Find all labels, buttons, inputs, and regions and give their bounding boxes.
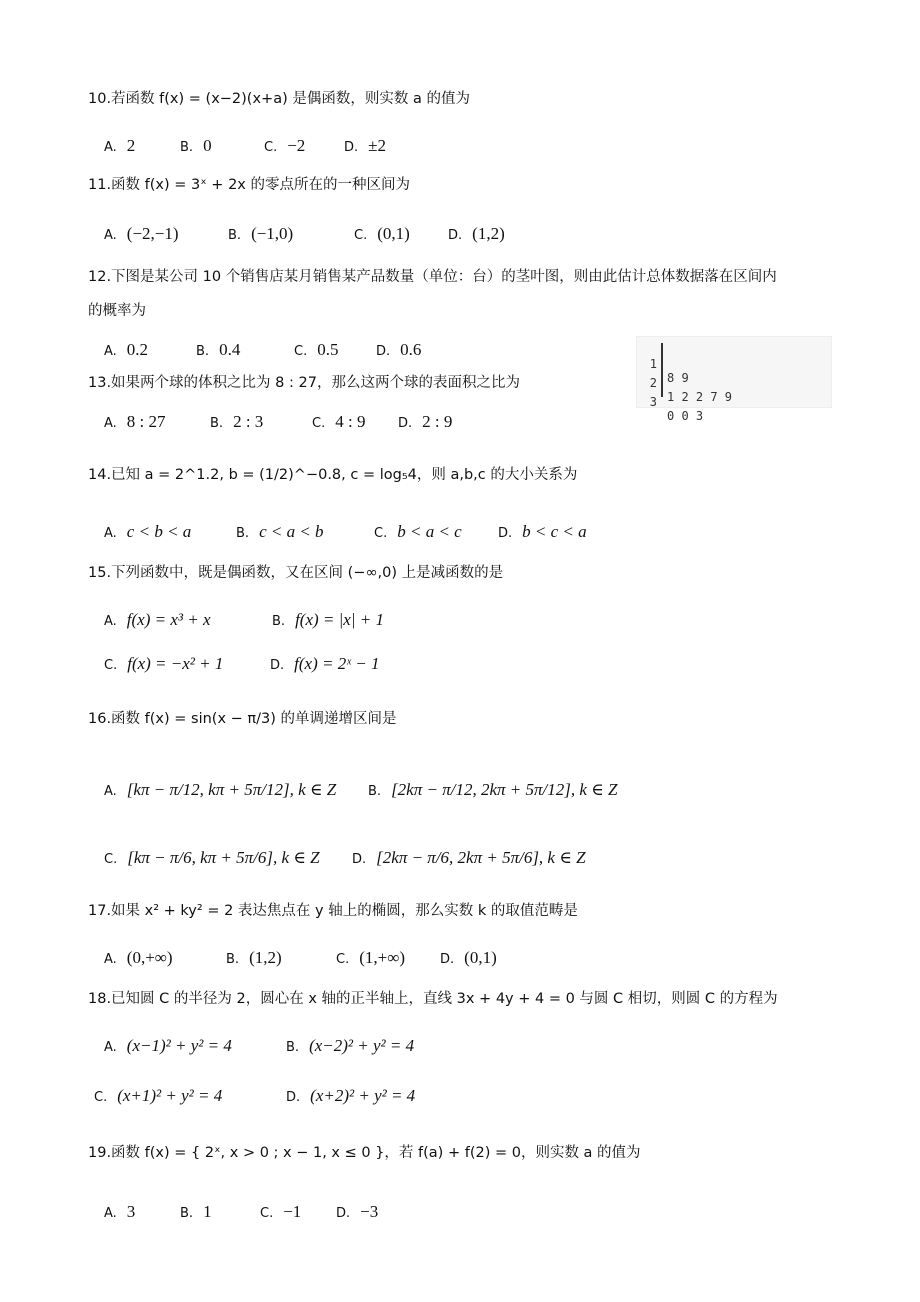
leaves: 1 2 2 7 9 — [667, 390, 733, 404]
option-label: A. — [104, 526, 117, 541]
q15-option-d[interactable] — [270, 654, 380, 674]
option-label: D. — [498, 526, 513, 541]
q16-option-b[interactable] — [368, 780, 617, 800]
option-label: B. — [180, 140, 194, 155]
option-value: (1,2) — [249, 948, 282, 967]
q14-option-b[interactable] — [236, 522, 324, 542]
option-label: A. — [104, 416, 117, 431]
option-label: D. — [448, 228, 463, 243]
option-value: [kπ − π/6, kπ + 5π/6], k ∈ Z — [127, 848, 320, 867]
q18-option-d[interactable] — [286, 1086, 415, 1106]
option-label: C. — [260, 1206, 274, 1221]
option-label: B. — [228, 228, 242, 243]
option-value: [2kπ − π/6, 2kπ + 5π/6], k ∈ Z — [376, 848, 586, 867]
option-label: C. — [264, 140, 278, 155]
question-10-stem: 10.若函数 f(x) = (x−2)(x+a) 是偶函数，则实数 a 的值为 — [88, 91, 470, 107]
option-value: 0.6 — [400, 340, 422, 359]
option-value: [kπ − π/12, kπ + 5π/12], k ∈ Z — [126, 780, 337, 799]
question-12-stem-line1: 12.下图是某公司 10 个销售店某月销售某产品数量（单位：台）的茎叶图，则由此估计总体数据落在区间内 — [88, 269, 777, 285]
option-value: 4 : 9 — [335, 412, 366, 431]
option-value: b < c < a — [522, 522, 587, 541]
stem: 3 — [649, 395, 657, 409]
stem: 1 — [649, 357, 657, 371]
option-label: B. — [272, 614, 286, 629]
q15-option-b[interactable] — [272, 610, 384, 630]
option-value: 0.5 — [317, 340, 339, 359]
q19-option-a[interactable] — [104, 1202, 135, 1222]
option-value: (0,1) — [464, 948, 497, 967]
option-label: B. — [226, 952, 240, 967]
q11-option-d[interactable] — [448, 224, 505, 244]
option-value: −3 — [360, 1202, 379, 1221]
option-label: B. — [286, 1040, 300, 1055]
option-label: B. — [180, 1206, 194, 1221]
option-value: c < a < b — [259, 522, 324, 541]
question-13-stem: 13.如果两个球的体积之比为 8 : 27，那么这两个球的表面积之比为 — [88, 375, 520, 391]
q14-option-c[interactable] — [374, 522, 462, 542]
q16-option-c[interactable] — [104, 848, 320, 868]
option-label: C. — [336, 952, 350, 967]
option-value: 2 — [126, 136, 136, 155]
option-value: −1 — [283, 1202, 302, 1221]
option-label: A. — [104, 344, 117, 359]
q19-option-d[interactable] — [336, 1202, 378, 1222]
option-value: f(x) = |x| + 1 — [295, 610, 384, 629]
q15-option-c[interactable] — [104, 654, 223, 674]
q19-option-b[interactable] — [180, 1202, 212, 1222]
q13-option-c[interactable] — [312, 412, 365, 432]
option-value: (0,1) — [377, 224, 410, 243]
q18-option-c[interactable] — [94, 1086, 222, 1106]
option-value: f(x) = x³ + x — [126, 610, 211, 629]
option-label: C. — [374, 526, 388, 541]
q10-option-d[interactable] — [344, 136, 386, 156]
option-label: A. — [104, 952, 117, 967]
q12-option-b[interactable] — [196, 340, 240, 360]
option-label: A. — [104, 140, 117, 155]
option-value: 3 — [126, 1202, 136, 1221]
q11-option-c[interactable] — [354, 224, 410, 244]
q17-option-b[interactable] — [226, 948, 282, 968]
option-label: B. — [236, 526, 250, 541]
leaves: 0 0 3 — [667, 409, 704, 423]
option-label: D. — [376, 344, 391, 359]
option-value: 0.2 — [126, 340, 149, 359]
q19-option-c[interactable] — [260, 1202, 301, 1222]
option-value: 0 — [203, 136, 212, 155]
q10-option-c[interactable] — [264, 136, 305, 156]
question-15-stem: 15.下列函数中，既是偶函数，又在区间 (−∞,0) 上是减函数的是 — [88, 565, 504, 581]
option-label: A. — [104, 614, 117, 629]
q14-option-d[interactable] — [498, 522, 587, 542]
q10-option-a[interactable] — [104, 136, 135, 156]
option-value: (−1,0) — [251, 224, 294, 243]
q13-option-a[interactable] — [104, 412, 166, 432]
q12-option-c[interactable] — [294, 340, 338, 360]
option-label: B. — [368, 784, 382, 799]
option-value: 1 — [203, 1202, 212, 1221]
option-value: c < b < a — [126, 522, 192, 541]
option-value: (−2,−1) — [126, 224, 179, 243]
question-16-stem: 16.函数 f(x) = sin(x − π/3) 的单调递增区间是 — [88, 711, 397, 727]
option-label: A. — [104, 1040, 117, 1055]
option-value: (1,2) — [472, 224, 505, 243]
q18-option-a[interactable] — [104, 1036, 232, 1056]
question-18-stem: 18.已知圆 C 的半径为 2，圆心在 x 轴的正半轴上，直线 3x + 4y + 4 = 0 与圆 C 相切，则圆 C 的方程为 — [88, 991, 778, 1007]
option-label: D. — [336, 1206, 351, 1221]
option-label: C. — [312, 416, 326, 431]
q17-option-d[interactable] — [440, 948, 497, 968]
q14-option-a[interactable] — [104, 522, 191, 542]
q15-option-a[interactable] — [104, 610, 211, 630]
question-12-stem-line2: 的概率为 — [88, 303, 146, 319]
question-14-stem: 14.已知 a = 2^1.2, b = (1/2)^−0.8, c = log₅4，则 a,b,c 的大小关系为 — [88, 467, 578, 483]
question-19-stem: 19.函数 f(x) = { 2ˣ, x > 0 ; x − 1, x ≤ 0 }，若 f(a) + f(2) = 0，则实数 a 的值为 — [88, 1145, 641, 1161]
option-label: A. — [104, 784, 117, 799]
q17-option-a[interactable] — [104, 948, 173, 968]
q17-option-c[interactable] — [336, 948, 405, 968]
q16-option-d[interactable] — [352, 848, 586, 868]
option-value: 8 : 27 — [126, 412, 166, 431]
stem-leaf-plot — [636, 336, 832, 423]
option-label: A. — [104, 228, 117, 243]
option-label: D. — [270, 658, 285, 673]
option-label: C. — [294, 344, 308, 359]
question-11-stem: 11.函数 f(x) = 3ˣ + 2x 的零点所在的一种区间为 — [88, 177, 410, 193]
option-value: b < a < c — [397, 522, 462, 541]
option-label: B. — [210, 416, 224, 431]
q10-option-b[interactable] — [180, 136, 212, 156]
option-value: (x−1)² + y² = 4 — [126, 1036, 232, 1055]
q11-option-b[interactable] — [228, 224, 293, 244]
option-value: (1,+∞) — [359, 948, 405, 967]
option-label: C. — [104, 658, 118, 673]
q13-option-b[interactable] — [210, 412, 263, 432]
q18-option-b[interactable] — [286, 1036, 414, 1056]
q16-option-a[interactable] — [104, 780, 336, 800]
q12-option-d[interactable] — [376, 340, 421, 360]
option-value: (x−2)² + y² = 4 — [309, 1036, 415, 1055]
q13-option-d[interactable] — [398, 412, 452, 432]
option-value: 0.4 — [219, 340, 241, 359]
option-label: D. — [398, 416, 413, 431]
option-label: C. — [94, 1090, 108, 1105]
question-17-stem: 17.如果 x² + ky² = 2 表达焦点在 y 轴上的椭圆，那么实数 k 的取值范畴是 — [88, 903, 578, 919]
option-label: D. — [286, 1090, 301, 1105]
option-value: (x+2)² + y² = 4 — [310, 1086, 416, 1105]
option-value: 2 : 3 — [233, 412, 264, 431]
option-label: C. — [354, 228, 368, 243]
option-value: (0,+∞) — [126, 948, 173, 967]
option-value: f(x) = −x² + 1 — [127, 654, 224, 673]
stem-leaf-row — [645, 343, 689, 385]
option-label: D. — [344, 140, 359, 155]
option-label: B. — [196, 344, 210, 359]
q12-option-a[interactable] — [104, 340, 148, 360]
option-value: −2 — [287, 136, 306, 155]
option-label: C. — [104, 852, 118, 867]
option-label: A. — [104, 1206, 117, 1221]
option-label: D. — [352, 852, 367, 867]
option-label: D. — [440, 952, 455, 967]
option-value: [2kπ − π/12, 2kπ + 5π/12], k ∈ Z — [391, 780, 618, 799]
option-value: (x+1)² + y² = 4 — [117, 1086, 223, 1105]
stem: 2 — [649, 376, 657, 390]
option-value: 2 : 9 — [422, 412, 453, 431]
option-value: ±2 — [368, 136, 386, 155]
leaves: 8 9 — [667, 371, 689, 385]
q11-option-a[interactable] — [104, 224, 179, 244]
option-value: f(x) = 2ˣ − 1 — [294, 654, 380, 673]
